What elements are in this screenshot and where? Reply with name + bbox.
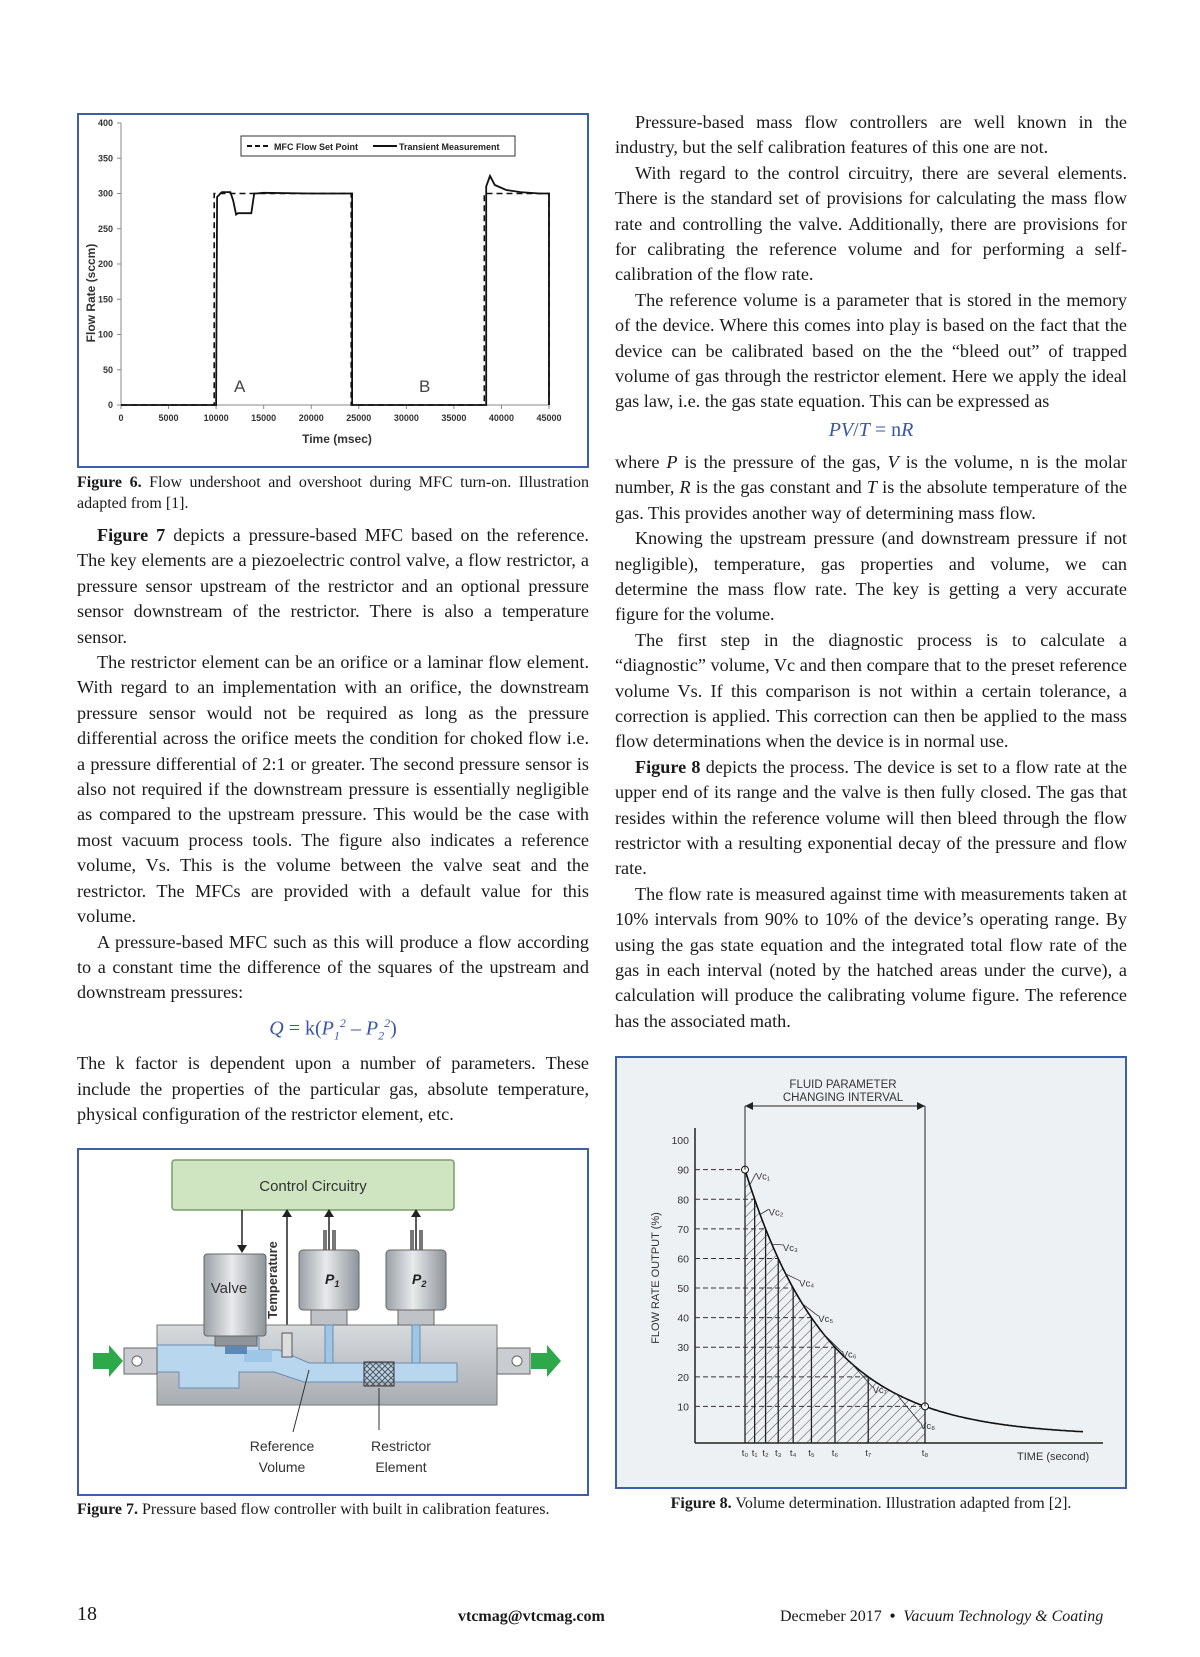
paragraph-k-factor [77,1051,589,1127]
where-p: P [666,451,678,472]
temperature-label: Temperature [265,1240,280,1319]
figure-6-chart [79,115,587,466]
y-tick-label: 250 [97,223,113,234]
restrictor-label: Restrictor [371,1437,431,1454]
eq2-slash: / [853,418,859,441]
figure-6-caption-text: Flow undershoot and overshoot during MFC turn-on. Illustration adapted from [1]. [77,474,589,512]
figure-8-frame [615,1056,1127,1489]
y-tick-label: 80 [677,1194,689,1207]
figure-7-diagram [79,1150,587,1494]
x-tick-label: 35000 [441,413,467,423]
paragraph-text: The first step in the diagnostic process is to calculate a “diagnostic” volume, Vc and then compare that to the preset reference volume Vs. If this comparison is not within a certain tolerance, a correction is applied. This correction can then be applied to the mass flow determinations when the device is in normal use. [615,629,1127,752]
x-tick-label: 5000 [158,413,179,423]
paragraph-control-circuitry [615,161,1127,288]
paragraph-restrictor [77,650,589,929]
figure-8-ref: Figure 8 [635,756,701,777]
interval-header-line2: CHANGING INTERVAL [782,1092,904,1105]
figure-7-ref: Figure 7 [97,525,166,545]
paragraph-first-step [615,628,1127,755]
paragraph-text: With regard to the control circuitry, there are several elements. There is the standard set of provisions for calculating the mass flow rate and controlling the valve. Additionally, there are provisions for for calibrating the reference volume and for performing a self-calibration of the flow rate. [615,162,1127,285]
paragraph-figure8-intro [615,755,1127,882]
restrictor-element [364,1362,394,1386]
annotation-b: B [419,377,431,396]
x-tick-label: 40000 [488,413,514,423]
valve-seat [225,1346,247,1354]
vc-leader [772,1244,783,1245]
element-label: Element [375,1458,427,1475]
y-tick-label: 20 [677,1372,689,1385]
figure-7-caption [77,1499,589,1520]
figure-6-caption-label: Figure 6. [77,474,142,491]
figure-8-caption-text: Volume determination. Illustration adapted from [2]. [731,1495,1072,1513]
x-tick-label: 45000 [536,413,562,423]
p1-pin-right [332,1230,336,1252]
where-1: where [615,451,667,472]
eq-k: = k( [283,1017,322,1040]
p1-port [325,1325,333,1363]
control-circuitry-label: Control Circuitry [259,1177,367,1195]
x-axis-label: Time (msec) [302,432,372,446]
inlet-arrow [93,1345,123,1377]
arrow-valve-head [237,1245,247,1253]
y-tick-label: 70 [677,1224,689,1237]
outlet-arrow [531,1345,561,1377]
eq-p1: P [321,1017,334,1040]
eq2-pv: PV [828,418,854,441]
eq-close: ) [390,1017,397,1040]
time-tick-label: t₃ [774,1448,782,1460]
time-tick-label: t₂ [762,1448,769,1460]
volume-label: Volume [258,1458,306,1475]
paragraph-text: Pressure-based mass flow controllers are well known in the industry, but the self calibration features of this one are not. [615,112,1127,158]
where-r: R [679,477,691,498]
y-tick-label: 100 [97,329,113,340]
valve-label: Valve [210,1279,248,1297]
vc-label: Vc₇ [872,1385,887,1397]
x-tick-label: 30000 [393,413,419,423]
paragraph-flow-measure [615,882,1127,1034]
y-tick-label: 200 [97,259,113,269]
figure-8-caption [615,1493,1127,1514]
eq-p1-sub: 1 [333,1028,340,1043]
eq2-r: R [901,418,914,441]
figure-7-frame [77,1148,589,1496]
eq2-eq: = [869,418,892,441]
y-tick-label: 100 [671,1135,689,1148]
x-tick-label: 10000 [203,413,229,423]
right-column [615,110,1127,1514]
right-fitting-port [512,1356,522,1366]
where-v: V [887,451,899,472]
vc-leader [760,1209,769,1214]
x-tick-label: 15000 [251,413,277,423]
x-tick-label: 20000 [298,413,324,423]
flow-axis-label: FLOW RATE OUTPUT (%) [650,1212,662,1345]
footer-issue [780,1608,1103,1626]
eq-p2-exp: 2 [384,1015,391,1030]
vc-label: Vc₃ [782,1243,798,1255]
vc-label: Vc₅ [818,1314,834,1326]
paragraph-text: The k factor is dependent upon a number of parameters. These include the properties of the particular gas, absolute temperature, physical configuration of the restrictor element, etc. [77,1053,589,1125]
p2-label: $P_2$ [412,1270,427,1289]
eq2-t: T [858,418,870,441]
series-setpoint-line [121,194,549,406]
page-number: 18 [77,1603,97,1625]
eq-p2-sub: 2 [378,1028,385,1043]
eq-p1-exp: 2 [339,1015,346,1030]
figure-8-caption-label: Figure 8. [670,1495,732,1513]
figure-6-frame [77,113,589,468]
valve-base [215,1336,257,1346]
where-t: T [866,477,878,498]
paragraph-text: A pressure-based MFC such as this will produce a flow according to a constant time the difference of the squares of the upstream and downstream pressures: [77,931,589,1003]
paragraph-text: depicts the process. The device is set to a flow rate at the upper end of its range and the valve is then fully closed. The gas that resides within the reference volume will then bleed through the flow restrictor with a resulting exponential decay of the pressure and flow rate. [615,756,1127,879]
paragraph-where [615,450,1127,526]
eq2-n: n [891,418,902,441]
vc-label: Vc₄ [799,1278,815,1290]
where-2: is the pressure of the gas, [677,451,888,472]
y-tick-label: 350 [97,153,113,164]
footer-journal: Vacuum Technology & Coating [903,1608,1104,1625]
y-tick-label: 40 [677,1312,689,1325]
vc-label: Vc₈ [920,1421,936,1433]
annotation-a: A [234,377,246,396]
time-tick-label: t₁ [751,1448,758,1460]
x-tick-label: 25000 [346,413,372,423]
y-tick-label: 300 [97,188,113,199]
where-3: is the volume, n is the molar number, [615,451,1127,498]
time-tick-label: t₈ [921,1448,929,1460]
footer-bullet: • [889,1608,896,1625]
paragraph-text: The reference volume is a parameter that is stored in the memory of the device. Where this comes into play is based on the fact that the device can be calibrated based on the the “bleed out” of trapped volume of gas through the restrictor element. Here we apply the ideal gas law, i.e. the gas state equation. This can be expressed as [615,289,1127,412]
y-tick-label: 50 [102,364,113,375]
paragraph-intro [615,110,1127,161]
time-tick-label: t₄ [789,1448,797,1460]
span-arrow-right [917,1102,925,1110]
figure-6-caption [77,472,589,514]
paragraph-knowing [615,526,1127,628]
temperature-probe [282,1333,292,1357]
p2-pin-left [410,1230,414,1252]
figure-7-caption-text: Pressure based flow controller with built in calibration features. [138,1500,550,1518]
figure-8-chart [617,1058,1125,1487]
y-tick-label: 400 [97,118,113,128]
y-tick-label: 90 [677,1164,689,1177]
eq-minus: – [345,1017,366,1040]
where-5: is the absolute temperature of the gas. This provides another way of determining mass flow. [615,477,1127,523]
vc-label: Vc₆ [841,1349,857,1361]
paragraph-text: Knowing the upstream pressure (and downstream pressure if not negligible), temperature, gas properties and volume, we can determine the mass flow rate. The key is getting a very accurate figure for the volume. [615,528,1127,625]
footer-date: Decmeber 2017 [780,1608,882,1625]
legend-transient-label: Transient Measurement [399,142,500,152]
paragraph-text: The restrictor element can be an orifice or a laminar flow element. With regard to an implementation with an orifice, the downstream pressure sensor would not be required as long as the pressure differential across the orifice meets the condition for choked flow i.e. a pressure differential of 2:1 or greater. The second pressure sensor is also not required if the downstream pressure is essentially negligible as compared to the upstream pressure. This would be the case with most vacuum process tools. The figure also indicates a reference volume, Vs. This is the volume between the valve seat and the restrictor. The MFCs are provided with a default value for this volume. [77,652,589,927]
y-tick-label: 150 [97,294,113,305]
eq-p2: P [365,1017,379,1040]
footer-email[interactable]: vtcmag@vtcmag.com [458,1608,605,1625]
paragraph-pressure-mfc [77,930,589,1006]
y-tick-label: 60 [677,1253,689,1266]
y-tick-label: 30 [677,1342,689,1355]
reference-label: Reference [249,1437,315,1454]
paragraph-text: The flow rate is measured against time with measurements taken at 10% intervals from 90% to 10% of the device’s operating range. By using the gas state equation and the integrated total flow rate of the gas in each interval (noted by the hatched areas under the curve), a calculation will produce the calibrating volume figure. The reference has the associated math. [615,883,1127,1031]
time-tick-label: t₅ [808,1448,815,1460]
p2-pin-right [419,1230,423,1252]
figure-7-caption-label: Figure 7. [77,1500,139,1518]
paragraph-text: depicts a pressure-based MFC based on the reference. The key elements are a piezoelectric control valve, a flow restrictor, a pressure sensor upstream of the restrictor and an optional pressure sensor downstream of the restrictor. There is also a temperature sensor. [77,525,589,647]
paragraph-reference-volume [615,288,1127,415]
y-tick-label: 10 [677,1401,689,1414]
p2-port [412,1325,420,1363]
equation-gas-law [615,419,1127,442]
legend-setpoint-label: MFC Flow Set Point [274,142,358,152]
eq-q: Q [269,1017,284,1040]
p1-stem [311,1310,347,1325]
vc-label: Vc₂ [768,1207,784,1219]
x-tick-label: 0 [118,413,124,423]
time-axis-label: TIME (second) [1017,1451,1090,1464]
y-tick-label: 50 [677,1283,689,1296]
y-axis-label: Flow Rate (sccm) [84,243,98,343]
left-fitting-port [132,1356,142,1366]
reference-volume-region [244,1350,272,1362]
y-tick-label: 0 [107,400,113,410]
left-column [77,113,589,1520]
p1-pin-left [323,1230,327,1252]
span-arrow-left [745,1102,753,1110]
interval-header-line1: FLUID PARAMETER [789,1079,897,1092]
where-4: is the gas constant and [690,477,867,498]
paragraph-figure7-intro [77,523,589,650]
p1-label: $P_1$ [325,1270,340,1289]
equation-flow [77,1016,589,1044]
time-tick-label: t₇ [865,1448,872,1460]
time-tick-label: t₆ [831,1448,839,1460]
p2-stem [398,1310,434,1325]
left-body-text [77,523,589,1128]
vc-label: Vc₁ [755,1171,771,1183]
time-tick-label: t₀ [741,1448,749,1460]
